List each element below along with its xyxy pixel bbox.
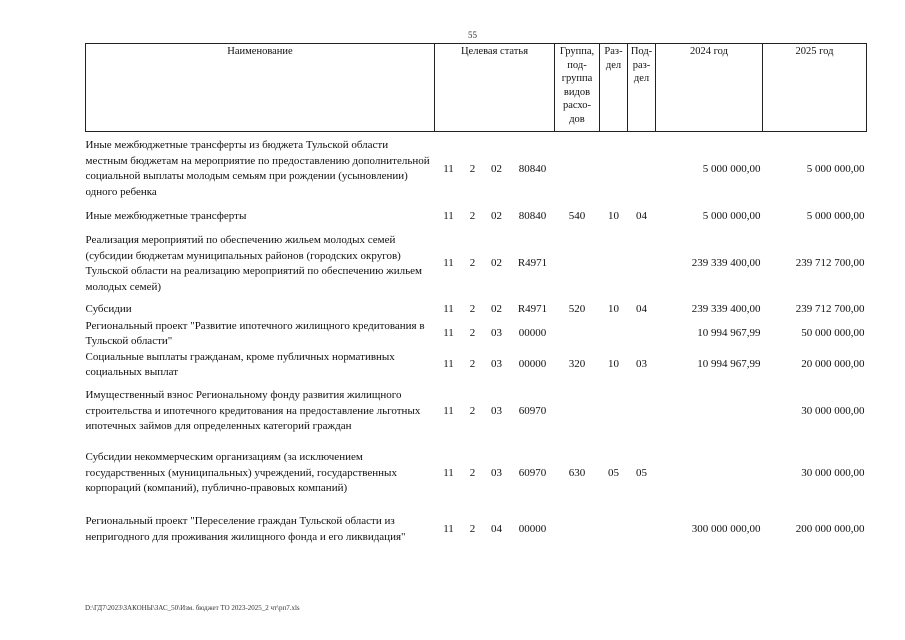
- row-name: Субсидии некоммерческим организациям (за исключением государственных (муниципальных) учреждений, государственных корпораций (компаний), публично-правовых компаний): [85, 451, 397, 495]
- subsection: 05: [636, 466, 647, 479]
- row-name: Субсидии: [85, 303, 132, 316]
- code-direction: 03: [491, 466, 502, 479]
- amount-2025: 239 712 700,00: [795, 303, 865, 316]
- code-program: 11: [443, 327, 454, 340]
- amount-2024: 10 994 967,99: [697, 358, 761, 371]
- subsection: 04: [636, 209, 647, 222]
- amount-2025: 5 000 000,00: [806, 162, 865, 175]
- section: 05: [608, 466, 619, 479]
- code-subprogram: 2: [469, 466, 476, 479]
- code-item: 60970: [518, 466, 547, 479]
- section: [600, 381, 628, 443]
- code-subprogram: 2: [469, 303, 476, 316]
- amount-2025: 5 000 000,00: [806, 209, 865, 222]
- section: [600, 227, 628, 302]
- code-item: 80840: [518, 162, 547, 175]
- expense-group: [555, 132, 600, 207]
- code-subprogram: 2: [469, 209, 476, 222]
- code-item: 80840: [518, 209, 547, 222]
- code-item: 00000: [518, 327, 547, 340]
- budget-table: [85, 43, 867, 555]
- subsection: [628, 381, 656, 443]
- expense-group: 630: [568, 466, 586, 479]
- amount-2024: [656, 381, 763, 443]
- code-program: 11: [443, 466, 454, 479]
- code-subprogram: 2: [469, 404, 476, 417]
- table-row: [86, 505, 867, 555]
- table-row: [86, 319, 867, 350]
- amount-2024: 300 000 000,00: [691, 522, 761, 535]
- subsection: [628, 505, 656, 555]
- amount-2025: 30 000 000,00: [801, 404, 865, 417]
- code-item: 00000: [518, 358, 547, 371]
- header-name: Наименование: [86, 44, 435, 132]
- amount-2024: 5 000 000,00: [702, 209, 761, 222]
- subsection: 03: [636, 358, 647, 371]
- header-row: [86, 44, 867, 132]
- code-direction: 02: [491, 303, 502, 316]
- code-subprogram: 2: [469, 522, 476, 535]
- section: 10: [608, 303, 619, 316]
- row-name: Имущественный взнос Региональному фонду развития жилищного строительства и ипотечного кредитования на предоставление льготных ипотечных займов для определенных категорий граждан: [85, 389, 421, 433]
- code-program: 11: [443, 404, 454, 417]
- code-program: 11: [443, 358, 454, 371]
- section: 10: [608, 209, 619, 222]
- amount-2025: 20 000 000,00: [801, 358, 865, 371]
- table-row: [86, 227, 867, 302]
- table-row: [86, 302, 867, 319]
- code-program: 11: [443, 303, 454, 316]
- page-number: 55: [468, 30, 477, 40]
- expense-group: 320: [568, 358, 586, 371]
- header-subsection: Под- раз- дел: [628, 44, 656, 132]
- code-program: 11: [443, 209, 454, 222]
- subsection: [628, 227, 656, 302]
- table-row: [86, 381, 867, 443]
- row-name: Региональный проект "Переселение граждан Тульской области из непригодного для проживания жилищного фонда и его ликвидация": [85, 515, 406, 543]
- row-name: Иные межбюджетные трансферты из бюджета Тульской области местным бюджетам на мероприятие по предоставлению дополнительной социальной выплаты молодым семьям при рождении (усыновлении) одного ребенка: [85, 139, 430, 198]
- header-target: Целевая статья: [435, 44, 555, 132]
- code-direction: 03: [491, 358, 502, 371]
- row-name: Региональный проект "Развитие ипотечного жилищного кредитования в Тульской области": [85, 319, 425, 347]
- expense-group: [555, 227, 600, 302]
- code-subprogram: 2: [469, 162, 476, 175]
- amount-2024: [656, 443, 763, 505]
- table-row: [86, 443, 867, 505]
- subsection: [628, 132, 656, 207]
- code-direction: 03: [491, 327, 502, 340]
- code-item: 00000: [518, 522, 547, 535]
- section: [600, 132, 628, 207]
- expense-group: 520: [568, 303, 586, 316]
- code-direction: 02: [491, 257, 502, 270]
- code-item: R4971: [517, 303, 548, 316]
- code-item: 60970: [518, 404, 547, 417]
- amount-2024: 239 339 400,00: [691, 303, 761, 316]
- expense-group: [555, 381, 600, 443]
- table-row: [86, 350, 867, 381]
- table-row: [86, 132, 867, 207]
- section: [600, 505, 628, 555]
- amount-2024: 239 339 400,00: [691, 257, 761, 270]
- expense-group: [555, 505, 600, 555]
- code-direction: 04: [491, 522, 502, 535]
- section: [600, 319, 628, 350]
- amount-2024: 10 994 967,99: [697, 327, 761, 340]
- code-direction: 02: [491, 162, 502, 175]
- header-2024: 2024 год: [656, 44, 763, 132]
- row-name: Иные межбюджетные трансферты: [85, 209, 247, 222]
- code-program: 11: [443, 162, 454, 175]
- amount-2025: 50 000 000,00: [801, 327, 865, 340]
- code-item: R4971: [517, 257, 548, 270]
- header-group: Группа, под- группа видов расхо- дов: [555, 44, 600, 132]
- row-name: Социальные выплаты гражданам, кроме публичных нормативных социальных выплат: [85, 350, 395, 378]
- code-program: 11: [443, 257, 454, 270]
- subsection: 04: [636, 303, 647, 316]
- code-subprogram: 2: [469, 257, 476, 270]
- amount-2025: 30 000 000,00: [801, 466, 865, 479]
- amount-2025: 239 712 700,00: [795, 257, 865, 270]
- expense-group: [555, 319, 600, 350]
- header-2025: 2025 год: [763, 44, 867, 132]
- row-name: Реализация мероприятий по обеспечению жильем молодых семей (субсидии бюджетам муниципальных районов (городских округов) Тульской области на реализацию мероприятий по обеспечению жильем молодых семей): [85, 234, 422, 293]
- header-section: Раз- дел: [600, 44, 628, 132]
- code-subprogram: 2: [469, 327, 476, 340]
- section: 10: [608, 358, 619, 371]
- amount-2025: 200 000 000,00: [795, 522, 865, 535]
- code-program: 11: [443, 522, 454, 535]
- code-subprogram: 2: [469, 358, 476, 371]
- amount-2024: 5 000 000,00: [702, 162, 761, 175]
- table-row: [86, 207, 867, 227]
- file-path-footer: D:\ГД7\2023\ЗАКОНЫ\ЗАС_50\Изм. бюджет ТО 2023-2025_2 чт\рп7.xls: [85, 604, 300, 612]
- subsection: [628, 319, 656, 350]
- code-direction: 03: [491, 404, 502, 417]
- expense-group: 540: [568, 209, 586, 222]
- code-direction: 02: [491, 209, 502, 222]
